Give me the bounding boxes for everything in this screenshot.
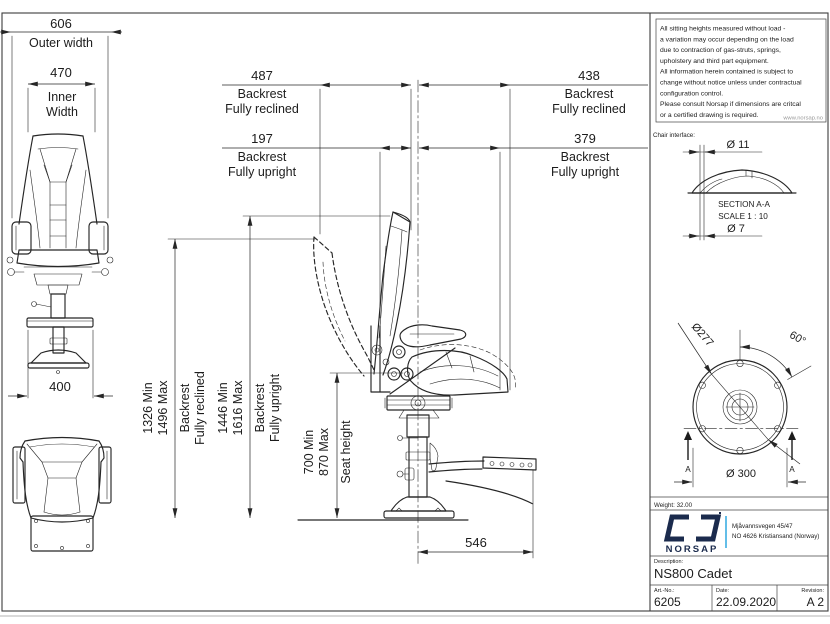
- svg-text:Fully upright: Fully upright: [550, 165, 620, 179]
- svg-text:438: 438: [578, 68, 600, 83]
- svg-text:1496 Max: 1496 Max: [156, 380, 170, 436]
- svg-text:1446 Min: 1446 Min: [216, 382, 230, 434]
- section-aa-detail: [683, 139, 796, 240]
- svg-text:546: 546: [465, 535, 487, 550]
- art-no-value: 6205: [654, 595, 681, 609]
- address-line2: NO 4626 Kristiansand (Norway): [732, 533, 820, 540]
- svg-text:400: 400: [49, 379, 71, 394]
- svg-text:Fully reclined: Fully reclined: [193, 371, 207, 445]
- date-label: Date:: [716, 588, 730, 594]
- svg-text:A: A: [685, 465, 691, 474]
- address-line1: Mjåvannsvegen 45/47: [732, 523, 793, 530]
- svg-text:SCALE 1 : 10: SCALE 1 : 10: [718, 212, 768, 221]
- svg-text:All sitting heights measured w: All sitting heights measured without load -: [660, 25, 786, 33]
- svg-text:Fully upright: Fully upright: [268, 373, 282, 443]
- svg-text:Ø 7: Ø 7: [727, 223, 745, 235]
- section-arrow-right: [788, 431, 796, 474]
- svg-text:606: 606: [50, 16, 72, 31]
- backrest-reclined: [314, 237, 375, 376]
- revision-label: Revision:: [801, 588, 824, 594]
- hole-angle: 60°: [787, 329, 808, 348]
- svg-text:1326 Min: 1326 Min: [141, 382, 155, 434]
- base-plate-view: [674, 321, 811, 487]
- section-arrow-left: [684, 431, 692, 474]
- svg-text:or a certified drawing is requ: or a certified drawing is required.: [660, 111, 759, 119]
- svg-text:A: A: [789, 465, 795, 474]
- svg-text:487: 487: [251, 68, 273, 83]
- date-value: 22.09.2020: [716, 595, 777, 609]
- svg-text:Width: Width: [46, 105, 78, 119]
- svg-text:Backrest: Backrest: [253, 383, 267, 433]
- svg-text:870 Max: 870 Max: [317, 428, 331, 476]
- front-view: [0, 16, 122, 398]
- svg-text:Seat height: Seat height: [339, 420, 353, 484]
- chair-interface-label: Chair interface:: [653, 132, 695, 139]
- svg-text:Ø 11: Ø 11: [726, 139, 750, 151]
- side-view: [141, 68, 648, 565]
- title-block: [650, 497, 828, 611]
- norsap-logo: [666, 512, 721, 555]
- chair-front-outline: [7, 134, 113, 374]
- bolt-circle-dia: Ø277: [688, 320, 716, 350]
- svg-text:Backrest: Backrest: [560, 150, 610, 164]
- dims-horizontal: [222, 68, 648, 390]
- pedestal: [384, 410, 454, 518]
- dim-inner-width: [28, 65, 95, 132]
- armrest: [393, 325, 466, 358]
- svg-text:All information herein contain: All information herein contained is subject to: [660, 68, 793, 76]
- svg-text:Inner: Inner: [47, 90, 77, 104]
- svg-text:Outer width: Outer width: [29, 36, 93, 50]
- svg-text:Fully upright: Fully upright: [227, 165, 297, 179]
- svg-text:SECTION A-A: SECTION A-A: [718, 200, 770, 209]
- svg-text:upholstery and third part equi: upholstery and third part equipment.: [660, 57, 769, 65]
- seat-mechanism: [371, 326, 455, 410]
- brand-text: NORSAP: [665, 544, 719, 555]
- svg-text:due to contraction of gas-stru: due to contraction of gas-struts, springs,: [660, 47, 781, 55]
- website-text: www.norsap.no: [783, 115, 823, 122]
- dim-footplate-width: [8, 330, 113, 398]
- footrest: [429, 457, 536, 504]
- svg-text:379: 379: [574, 131, 596, 146]
- svg-text:1616 Max: 1616 Max: [231, 380, 245, 436]
- svg-text:Backrest: Backrest: [564, 87, 614, 101]
- dims-vertical: [141, 216, 403, 518]
- revision-value: A 2: [806, 595, 824, 609]
- svg-text:change without notice unless u: change without notice unless under contractual: [660, 79, 802, 87]
- weight-label: Weight: 32.00: [654, 502, 693, 509]
- top-view: [13, 438, 111, 552]
- svg-text:Backrest: Backrest: [237, 87, 287, 101]
- notes-text: [660, 26, 823, 122]
- dim-footrest-reach: [418, 505, 533, 558]
- svg-text:Backrest: Backrest: [178, 383, 192, 433]
- right-panel: [650, 19, 828, 611]
- svg-text:197: 197: [251, 131, 273, 146]
- description-value: NS800 Cadet: [654, 566, 733, 581]
- svg-text:700 Min: 700 Min: [302, 429, 316, 475]
- svg-text:a variation may occur dependin: a variation may occur depending on the load: [660, 36, 794, 44]
- outer-dia: Ø 300: [726, 468, 756, 480]
- svg-text:Please consult Norsap if dimen: Please consult Norsap if dimensions are critcal: [660, 101, 801, 109]
- svg-text:Fully reclined: Fully reclined: [225, 102, 299, 116]
- svg-text:Backrest: Backrest: [237, 150, 287, 164]
- svg-text:configuration control.: configuration control.: [660, 90, 724, 98]
- description-label: Description:: [654, 559, 684, 565]
- svg-text:470: 470: [50, 65, 72, 80]
- art-no-label: Art.-No.:: [654, 588, 675, 594]
- svg-text:Fully reclined: Fully reclined: [552, 102, 626, 116]
